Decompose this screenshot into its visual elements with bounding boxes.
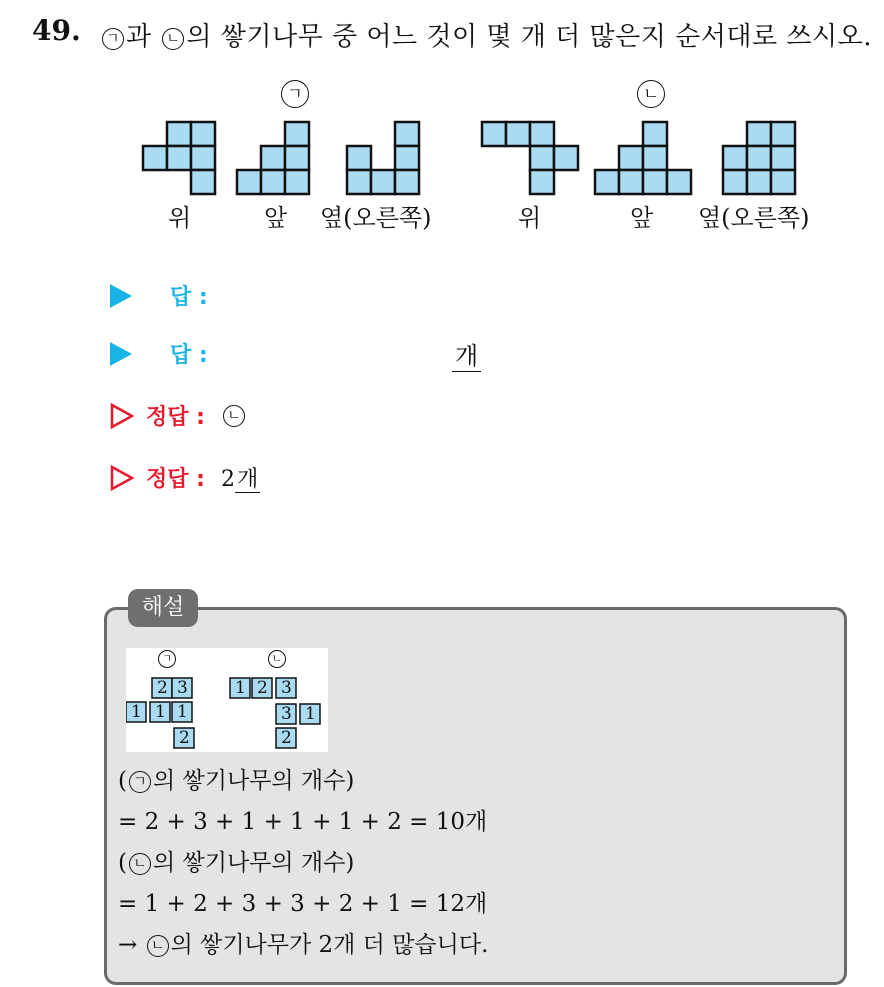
answer-unit: 개 (452, 336, 481, 372)
grid-number: 1 (177, 702, 188, 722)
view-a-top (143, 122, 215, 194)
group-a-label: ㄱ (281, 80, 309, 108)
grid-number: 1 (235, 678, 246, 698)
solution-line-4: = 1 + 2 + 3 + 3 + 2 + 1 = 12개 (118, 891, 488, 917)
circled-giyeok-icon: ㄱ (129, 771, 151, 793)
grid-number: 2 (179, 728, 190, 748)
correct-unit: 개 (236, 467, 259, 492)
grid-number: 3 (281, 678, 292, 698)
red-triangle-icon (110, 403, 134, 429)
grid-b-label: ㄴ (268, 650, 286, 668)
solution-tag: 해설 (128, 589, 198, 627)
view-a-front (237, 122, 309, 194)
circled-nieun-icon: ㄴ (129, 853, 151, 875)
question-text-b: 의 쌓기나무 중 어느 것이 몇 개 더 많은지 순서대로 쓰시오. (186, 22, 872, 52)
circled-nieun-icon: ㄴ (147, 935, 169, 957)
red-triangle-icon (110, 465, 134, 491)
group-b-label: ㄴ (637, 80, 665, 108)
correct-row-2 (110, 462, 260, 493)
blue-triangle-icon (110, 342, 132, 366)
grid-number: 2 (281, 728, 292, 748)
circled-nieun-icon: ㄴ (162, 28, 184, 50)
grid-number: 1 (155, 702, 166, 722)
solution-grid-image (126, 648, 328, 752)
correct-label: 정답 : (146, 405, 205, 430)
circled-giyeok-icon: ㄱ (102, 28, 124, 50)
correct-label: 정답 : (146, 467, 205, 492)
grid-number: 1 (131, 702, 142, 722)
view-b-side-label: 옆(오른쪽) (698, 204, 810, 232)
view-a-front-label: 앞 (264, 204, 288, 232)
view-b-front (595, 122, 691, 194)
solution-line-5: → ㄴ 의 쌓기나무가 2개 더 많습니다. (118, 932, 489, 958)
view-b-front-label: 앞 (630, 204, 654, 232)
view-b-top-label: 위 (518, 204, 542, 232)
question-text-a: 과 (126, 22, 152, 52)
view-b-top (482, 122, 578, 194)
grid-number: 2 (157, 678, 168, 698)
solution-line-1: ( ㄱ 의 쌓기나무의 개수) (118, 768, 355, 794)
blue-triangle-icon (110, 284, 132, 308)
grid-number: 1 (305, 704, 316, 724)
circled-nieun-icon: ㄴ (223, 405, 245, 427)
question-number: 49. (32, 14, 81, 47)
view-a-top-label: 위 (168, 204, 192, 232)
answer-label: 답 : (170, 285, 208, 310)
correct-value: 2 (220, 467, 235, 492)
correct-row-1 (110, 400, 247, 431)
view-b-side (723, 122, 795, 194)
grid-number: 3 (177, 678, 188, 698)
view-a-side (347, 122, 419, 194)
answer-label: 답 : (170, 343, 208, 368)
solution-line-3: ( ㄴ 의 쌓기나무의 개수) (118, 850, 355, 876)
answer-row-1 (110, 280, 208, 311)
view-a-side-label: 옆(오른쪽) (320, 204, 432, 232)
grid-number: 2 (257, 678, 268, 698)
grid-a-label: ㄱ (158, 650, 176, 668)
grid-number: 3 (281, 704, 292, 724)
answer-row-2 (110, 338, 208, 369)
solution-line-2: = 2 + 3 + 1 + 1 + 1 + 2 = 10개 (118, 809, 488, 835)
